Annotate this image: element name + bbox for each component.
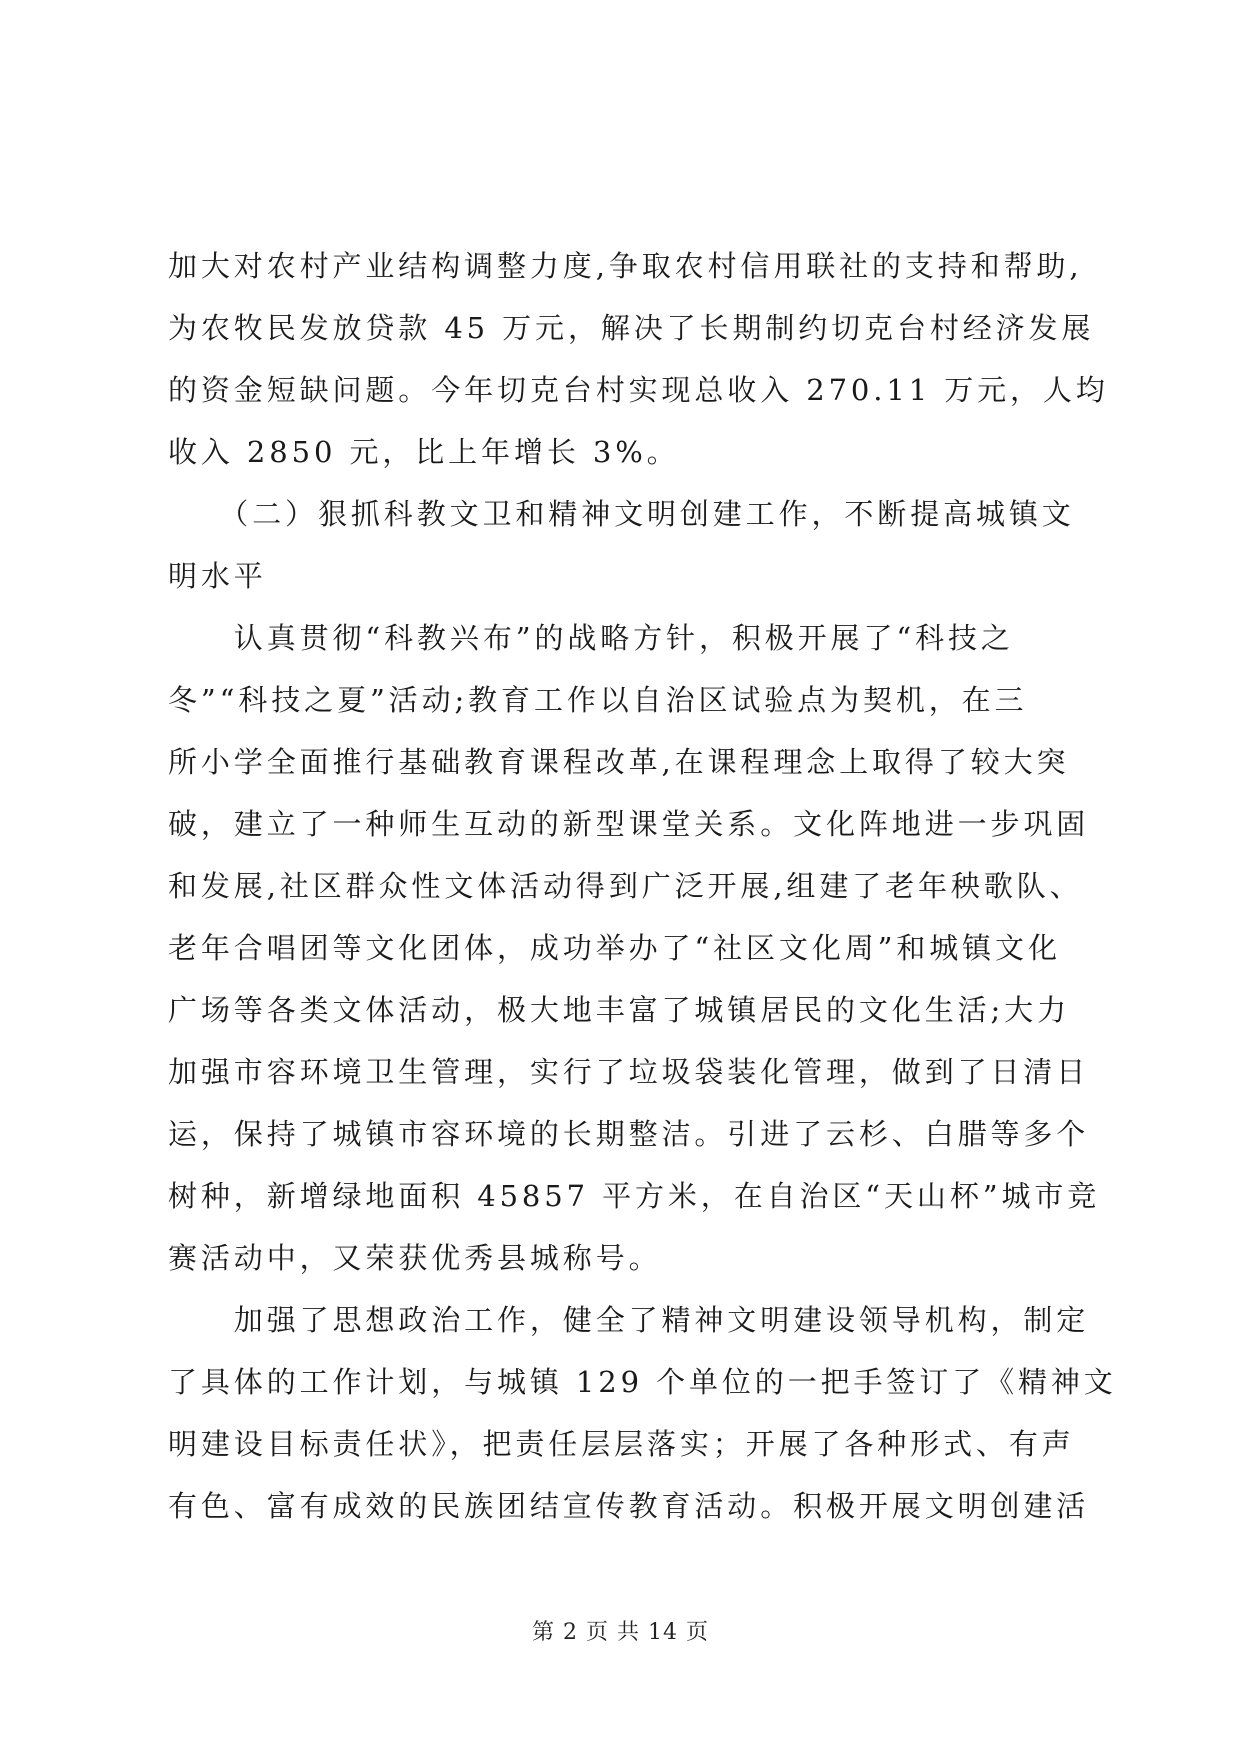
text-line: 加强市容环境卫生管理，实行了垃圾袋装化管理，做到了日清日	[168, 1055, 1090, 1089]
document-body	[168, 235, 1117, 1537]
section-heading-line: （二）狠抓科教文卫和精神文明创建工作，不断提高城镇文	[168, 497, 1075, 531]
text-line: 加大对农村产业结构调整力度,争取农村信用联社的支持和帮助,	[168, 249, 1083, 283]
text-line: 广场等各类文体活动，极大地丰富了城镇居民的文化生活;大力	[168, 993, 1070, 1027]
text-line: 和发展,社区群众性文体活动得到广泛开展,组建了老年秧歌队、	[168, 869, 1083, 903]
text-line: 加强了思想政治工作，健全了精神文明建设领导机构，制定	[168, 1303, 1090, 1337]
text-line: 赛活动中，又荣获优秀县城称号。	[168, 1241, 662, 1275]
text-line: 破，建立了一种师生互动的新型课堂关系。文化阵地进一步巩固	[168, 807, 1090, 841]
text-line: 冬”“科技之夏”活动;教育工作以自治区试验点为契机，在三	[168, 683, 1028, 717]
text-line: 收入 2850 元，比上年增长 3%。	[168, 435, 680, 469]
text-line: 有色、富有成效的民族团结宣传教育活动。积极开展文明创建活	[168, 1489, 1090, 1523]
text-line: 所小学全面推行基础教育课程改革,在课程理念上取得了较大突	[168, 745, 1070, 779]
page-number-footer: 第 2 页 共 14 页	[532, 1620, 709, 1645]
text-line: 了具体的工作计划，与城镇 129 个单位的一把手签订了《精神文	[168, 1365, 1117, 1399]
text-line: 明建设目标责任状》，把责任层层落实；开展了各种形式、有声	[168, 1427, 1075, 1461]
text-line: 的资金短缺问题。今年切克台村实现总收入 270.11 万元，人均	[168, 373, 1109, 407]
text-line: 认真贯彻“科教兴布”的战略方针，积极开展了“科技之	[168, 621, 1014, 655]
text-line: 运，保持了城镇市容环境的长期整洁。引进了云杉、白腊等多个	[168, 1117, 1090, 1151]
text-line: 为农牧民发放贷款 45 万元，解决了长期制约切克台村经济发展	[168, 311, 1095, 345]
text-line: 树种，新增绿地面积 45857 平方米，在自治区“天山杯”城市竞	[168, 1179, 1101, 1213]
section-heading-line: 明水平	[168, 559, 267, 593]
text-line: 老年合唱团等文化团体，成功举办了“社区文化周”和城镇文化	[168, 931, 1061, 965]
